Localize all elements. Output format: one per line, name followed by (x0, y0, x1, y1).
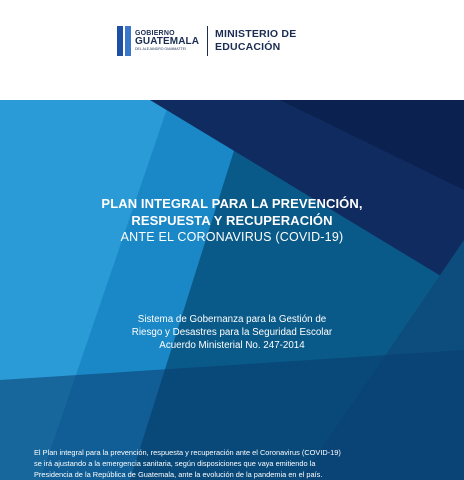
document-header (0, 0, 464, 100)
title-line-1: PLAN INTEGRAL PARA LA PREVENCIÓN, (101, 196, 363, 211)
logo-main-text: GUATEMALA (135, 36, 200, 48)
logo-sub-text: DEL ALEJANDRO GIAMMATTEI (135, 47, 186, 52)
ministry-line-2: EDUCACIÓN (215, 41, 281, 53)
body-line-1: El Plan integral para la prevención, respuesta y recuperación ante el Coronavirus (COVID-19) (34, 448, 341, 457)
title-line-3: ANTE EL CORONAVIRUS (COVID-19) (120, 230, 344, 244)
subtitle-line-3: Acuerdo Ministerial No. 247-2014 (159, 340, 305, 351)
logo-top-text: GOBIERNO (135, 30, 175, 38)
cover-title (0, 195, 464, 246)
logo-divider (207, 26, 208, 56)
cover-background (0, 100, 464, 480)
guatemala-pillars-icon (117, 26, 131, 56)
body-line-2: se irá ajustando a la emergencia sanitaria, según disposiciones que vaya emitiendo la (34, 459, 316, 468)
gobierno-guatemala-wordmark (135, 30, 199, 52)
government-ministry-logo (117, 24, 296, 58)
ministry-name (215, 28, 296, 53)
body-line-3: Presidencia de la República de Guatemala, ante la evolución de la pandemia en el país. (34, 470, 323, 479)
title-line-2: RESPUESTA Y RECUPERACIÓN (131, 213, 333, 228)
cover-body-paragraph (34, 447, 430, 480)
cover-decorative-shapes (0, 100, 464, 480)
cover-subtitle (0, 313, 464, 352)
subtitle-line-1: Sistema de Gobernanza para la Gestión de (137, 314, 327, 325)
ministry-line-1: MINISTERIO DE (215, 28, 297, 41)
subtitle-line-2: Riesgo y Desastres para la Seguridad Escolar (131, 327, 333, 338)
